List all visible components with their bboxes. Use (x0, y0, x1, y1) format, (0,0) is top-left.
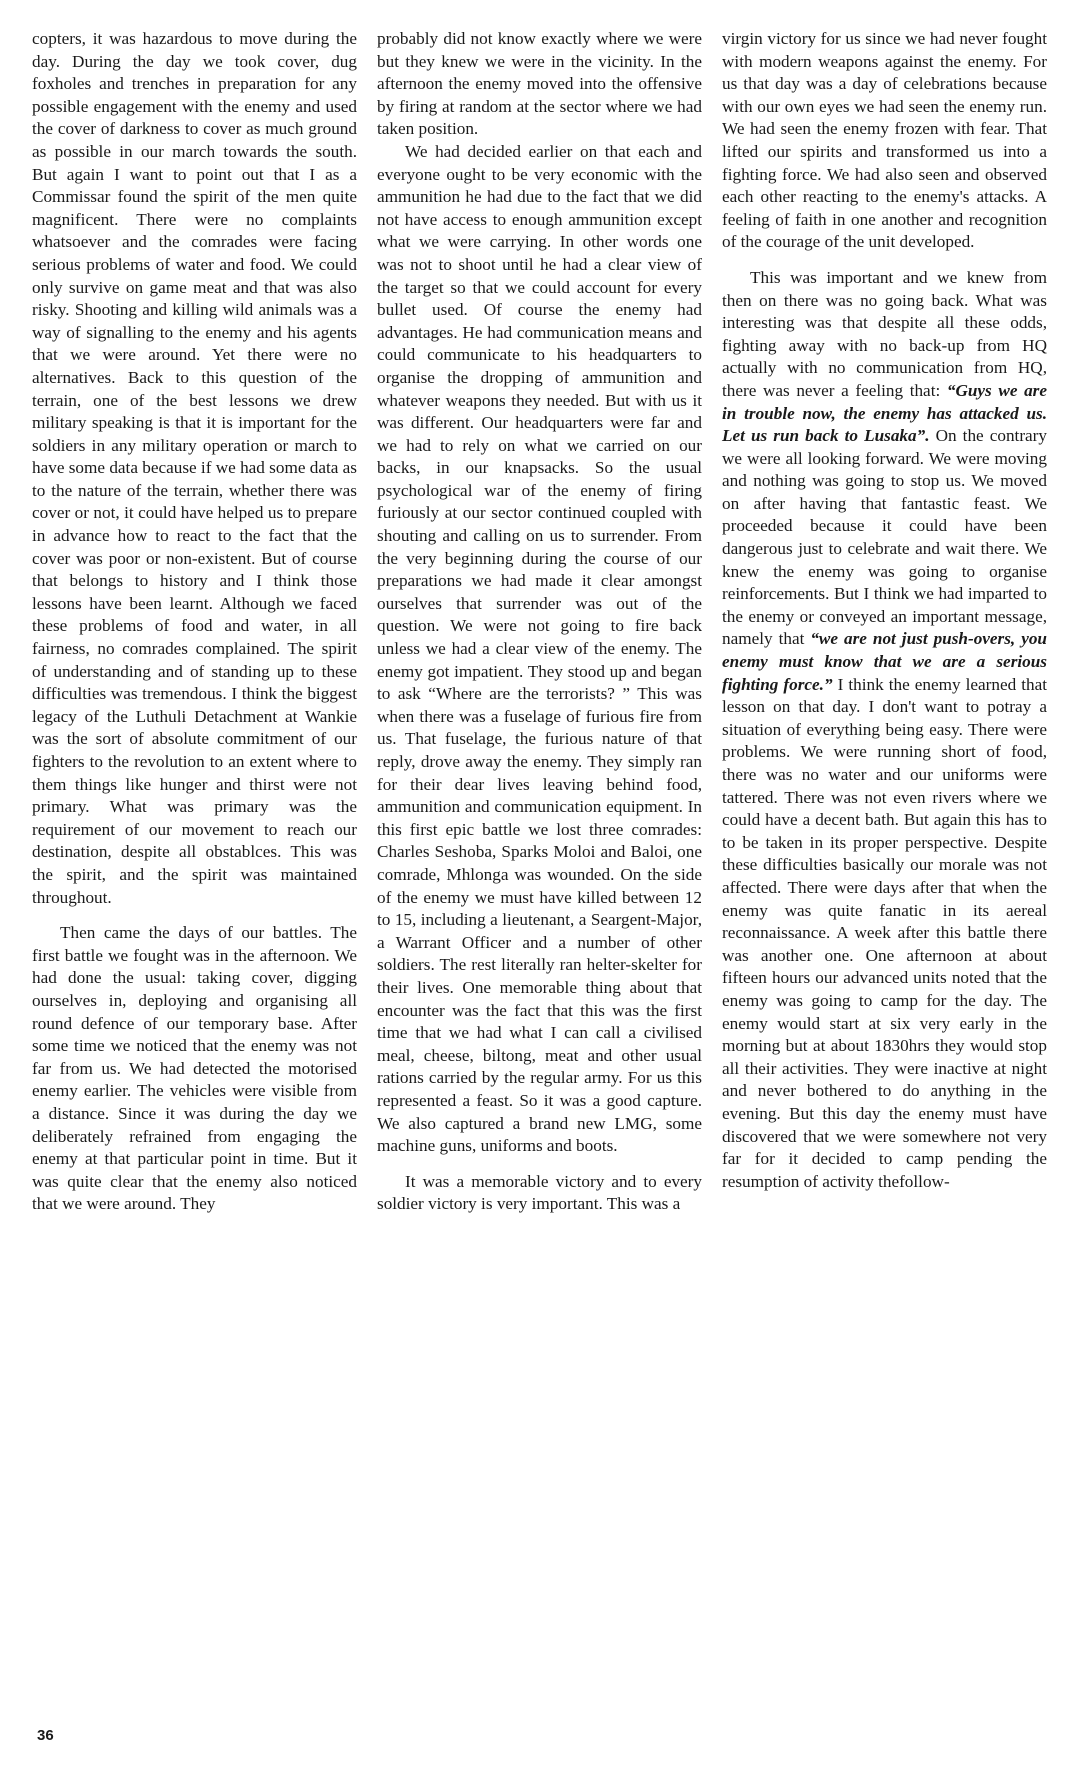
italic-quote: “we are not just push-overs, you enemy must know that we are a serious fighting force.” (722, 629, 1047, 694)
document-page (32, 28, 1064, 1728)
article-columns (32, 28, 1062, 1216)
paragraph: copters, it was hazardous to move during the day. During the day we took cover, dug foxholes and trenches in preparation for any possible engagement with the enemy and used the cover of darkness to cover as much ground as possible in our march towards the south. But again I want to point out that I as a Commissar found the spirit of the men quite magnificent. There were no complaints whatsoever and the comrades were facing serious problems of water and food. We could only survive on game meat and that was also risky. Shooting and killing wild animals was a way of signalling to the enemy and his agents that we were around. Yet there were no alternatives. Back to this question of the terrain, one of the best lessons we drew military speaking is that it is important for the soldiers in any military operation or march to have some data because if we had some data as to the nature of the terrain, whether there was cover or not, it could have helped us to prepare in advance how to react to the fact that the cover was poor or non-existent. But of course that belongs to history and I think those lessons have been learnt. Although we faced these problems of food and water, in all fairness, no comrades complained. The spirit of understanding and of standing up to these difficulties was tremendous. I think the biggest legacy of the Luthuli Detachment at Wankie was the sort of absolute commitment of our fighters to the revolution to an extent where to them things like hunger and thirst were not primary. What was primary was the requirement of our movement to reach our destination, despite all obstablces. This was the spirit, and the spirit was maintained throughout. (32, 29, 357, 907)
article-column-3 (722, 28, 1047, 1193)
paragraph: We had decided earlier on that each and everyone ought to be very economic with the ammunition he had due to the fact that we did not have access to enough ammunition except what we were carrying. In other words one was not to shoot until he had a clear view of the target so that we could account for every bullet used. Of course the enemy had advantages. He had communication means and could communicate to his headquarters to organise the dropping of ammunition and whatever weapons they needed. But with us it was different. Our headquarters were far and we had to rely on what we carried on our backs, in our knapsacks. So the usual psychological war of the enemy of firing furiously at our sector continued coupled with shouting and calling on us to surrender. From the very beginning during the course of our preparations we had made it clear amongst ourselves that surrender was out of the question. We were not going to fire back unless we had a clear view of the enemy. The enemy got impatient. They stood up and began to ask “Where are the terrorists? ” This was when there was a fuselage of furious fire from us. That fuselage, the furious nature of that reply, drove away the enemy. They simply ran for their dear lives leaving behind food, ammunition and communication equipment. In this first epic battle we lost three comrades: Charles Seshoba, Sparks Moloi and Baloi, one comrade, Mhlonga was wounded. On the side of the enemy we must have killed between 12 to 15, including a lieutenant, a Seargent-Major, a Warrant Officer and a number of other soldiers. The rest literally ran helter-skelter for their lives. One memorable thing about that encounter was the fact that this was the first time that we had what I can call a civilised meal, cheese, biltong, meat and other usual rations carried by the regular army. For us this represented a feast. So it was a good capture. We also captured a brand new LMG, some machine guns, uniforms and boots. (377, 141, 702, 1156)
paragraph: Then came the days of our battles. The first battle we fought was in the afternoon. We had done the usual: taking cover, digging ourselves in, deploying and organising all round defence of our temporary base. After some time we noticed that the enemy was not far from us. We had detected the motorised enemy earlier. The vehicles were visible from a distance. Since it was during the day we deliberately refrained from engaging the enemy at that particular point in time. But it was quite clear that the enemy also noticed that we were around. They (32, 923, 357, 1214)
paragraph-text: I think the enemy learned that lesson on that day. I don't want to potray a situation of everything being easy. There were problems. We were running short of food, there was no water and our uniforms were tattered. There was not even rivers where we could have a decent bath. But again this has to to be taken in its proper perspective. Despite these difficulties basically our morale was not affected. There were days after that when the enemy was quite fanatic in its aereal reconnaissance. A week after this battle there was another one. One afternoon at about fifteen hours our advanced units noted that the enemy was going to camp for the day. The enemy would start at six very early in the morning but at about 1830hrs they would stop all their activities. They were inactive at night and never bothered to do anything in the evening. But this day the enemy must have discovered that we were somewhere not very far for it decided to camp pending the resumption of activity thefollow- (722, 674, 1047, 1191)
paragraph: probably did not know exactly where we were but they knew we were in the vicinity. In the afternoon the enemy moved into the offensive by firing at random at the sector where we had taken position. (377, 29, 702, 139)
paragraph-text: On the contrary we were all looking forward. We were moving and nothing was going to stop us. We moved on after having that fantastic feast. We proceeded because it could have been dangerous just to celebrate and wait there. We knew the enemy was going to organise reinforcements. But I think we had imparted to the enemy or conveyed an important message, namely that (722, 426, 1047, 649)
italic-quote: “Guys we are in trouble now, the enemy has attacked us. Let us run back to Lusaka”. (722, 380, 1047, 446)
article-column-1 (32, 28, 357, 1216)
page-number: 36 (37, 1727, 54, 1744)
paragraph (722, 267, 1047, 1193)
paragraph-text: This was important and we knew from then on there was no going back. What was interesting was that despite all these odds, fighting away with no back-up from HQ actually with no communication from HQ, there was never a feeling that: (722, 267, 1047, 400)
article-column-2 (377, 28, 702, 1216)
paragraph: It was a memorable victory and to every soldier victory is very important. This was a (377, 1171, 702, 1214)
paragraph: virgin victory for us since we had never fought with modern weapons against the enemy. For us that day was a day of celebrations because with our own eyes we had seen the enemy run. We had seen the enemy frozen with fear. That lifted our spirits and transformed us into a fighting force. We had also seen and observed each other reacting to the enemy's attacks. A feeling of faith in one another and recognition of the courage of the unit developed. (722, 29, 1047, 252)
